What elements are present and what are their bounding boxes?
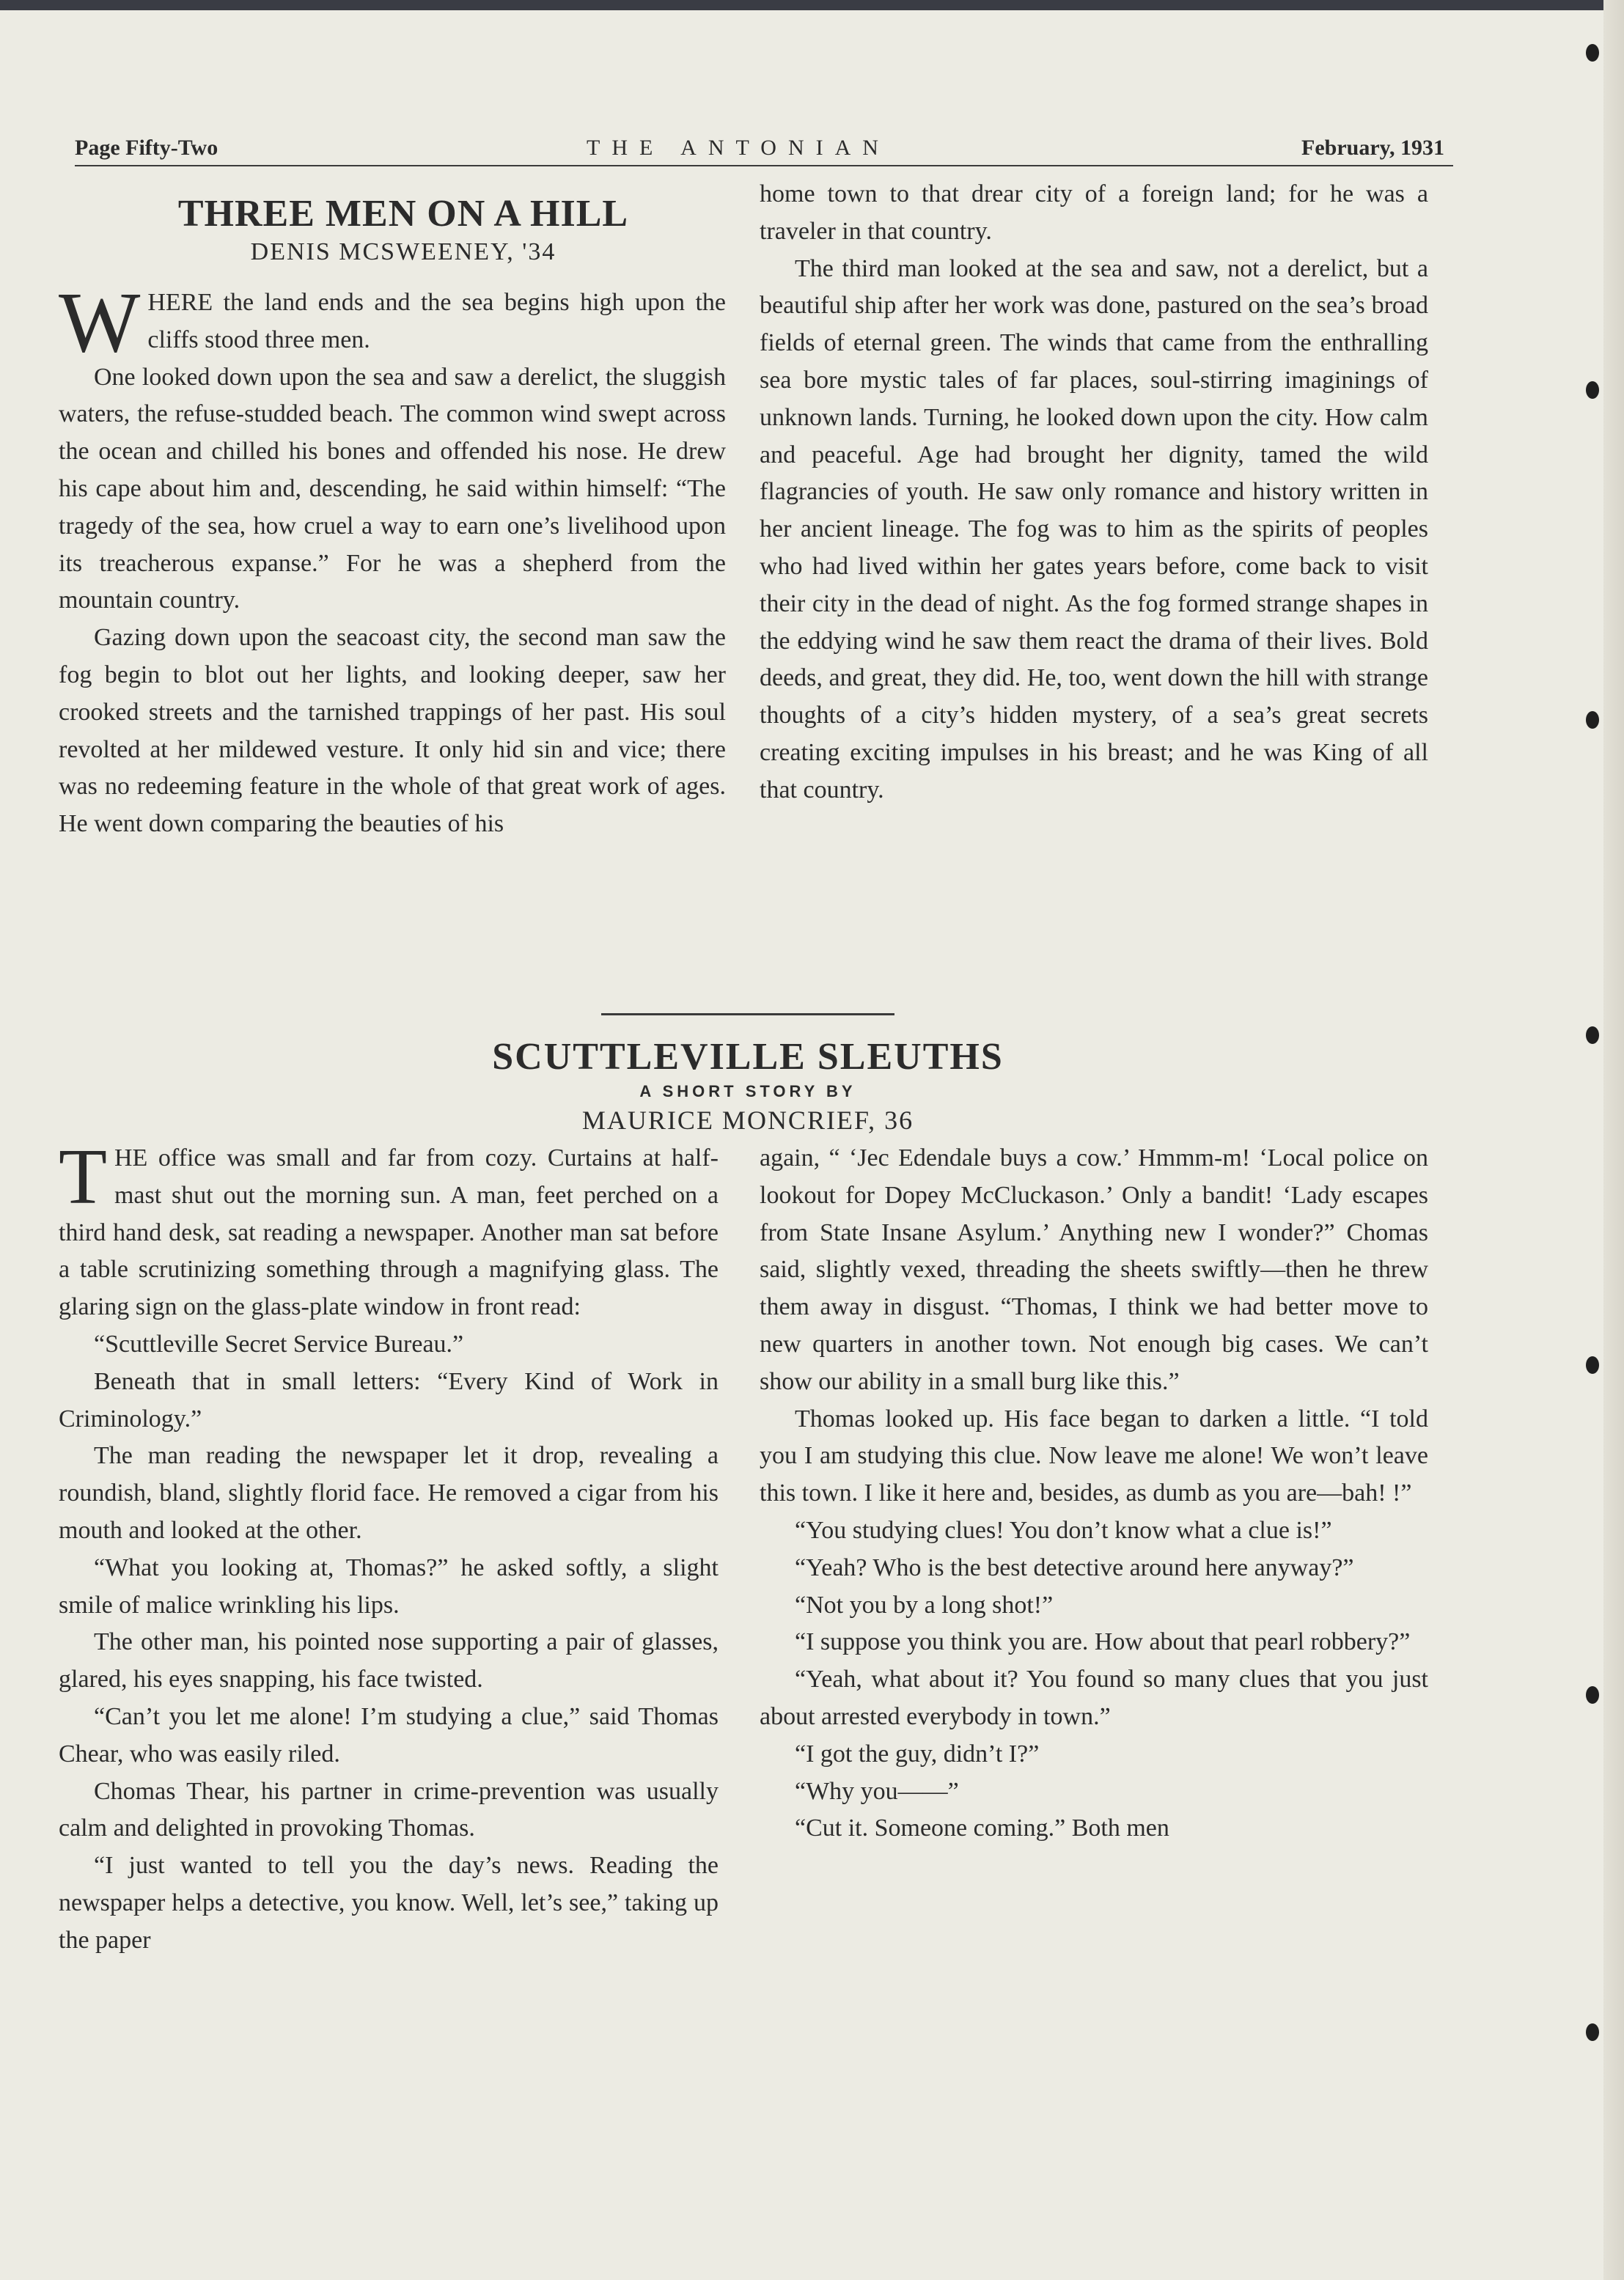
story1-paragraph: home town to that drear city of a foreign land; for he was a traveler in that country. (760, 180, 1428, 245)
binding-hole (1586, 381, 1599, 399)
story2-paragraph: “You studying clues! You don’t know what a clue is!” (795, 1516, 1332, 1544)
story2-paragraph: Chomas Thear, his partner in crime-prevention was usually calm and delighted in provoking Thomas. (59, 1777, 719, 1842)
binding-hole (1586, 1026, 1599, 1044)
binding-hole (1586, 2023, 1599, 2041)
story2-paragraph: Thomas looked up. His face began to darken a little. “I told you I am studying this clue. Now leave me alone! We won’t leave this town. I like it here and, besides, as dumb as you are—bah! !” (760, 1405, 1428, 1507)
binding-hole (1586, 1686, 1599, 1704)
story2-paragraph: “Yeah, what about it? You found so many clues that you just about arrested everybody in town.” (760, 1666, 1428, 1730)
publication-title: THE ANTONIAN (587, 136, 890, 160)
story2-column-left (59, 1133, 719, 1960)
running-header (59, 136, 1444, 172)
drop-cap: T (59, 1133, 107, 1221)
drop-cap: W (59, 274, 141, 370)
header-rule (75, 165, 1453, 166)
story1-title: THREE MEN ON A HILL (177, 193, 629, 235)
story1-paragraph: WHERE the land ends and the sea begins high upon the cliffs stood three men. (59, 274, 726, 370)
story2-subtitle: A SHORT STORY BY (639, 1082, 856, 1100)
story2-paragraph: “I suppose you think you are. How about that pearl robbery?” (795, 1628, 1411, 1656)
binding-hole (1586, 1356, 1599, 1374)
story2-paragraph: Beneath that in small letters: “Every Kind of Work in Criminology.” (59, 1367, 719, 1433)
story2-paragraph: “I got the guy, didn’t I?” (795, 1740, 1040, 1768)
story2-paragraph: “Not you by a long shot!” (795, 1591, 1054, 1619)
story2-byline: MAURICE MONCRIEF, 36 (581, 1106, 914, 1135)
story2-paragraph: again, “ ‘Jec Edendale buys a cow.’ Hmmm-m! ‘Local police on lookout for Dopey McCluckason.’ Only a bandit! ‘Lady escapes from State Insane Asylum.’ Anything new I wonder?” Chomas said, slightly vexed, threading the sheets swiftly—then he threw them away in disgust. “Thomas, I think we had better move to new quarters in another town. Not enough big cases. We can’t show our ability in a small burg like this.” (760, 1144, 1428, 1395)
scan-right-edge (1603, 0, 1624, 2280)
binding-hole (1586, 44, 1599, 62)
story2-paragraph: “Can’t you let me alone! I’m studying a clue,” said Thomas Chear, who was easily riled. (59, 1702, 719, 1768)
story2-title: SCUTTLEVILLE SLEUTHS (492, 1036, 1004, 1078)
story2-paragraph: “Cut it. Someone coming.” Both men (795, 1814, 1169, 1842)
story1-paragraph: The third man looked at the sea and saw, not a derelict, but a beautiful ship after her work was done, pastured on the sea’s broad fields of eternal green. The winds that came from the enthralling sea bore mystic tales of far places, soul-stirring imaginings of unknown lands. Turning, he looked down upon the city. How calm and peaceful. Age had brought her dignity, tamed the wild flagrancies of youth. He saw only romance and history written in her ancient lineage. The fog was to him as the spirits of peoples who had lived within her gates years before, come back to visit their city in the dead of night. As the fog formed strange shapes in the eddying wind he saw them react the drama of their lives. Bold deeds, and great, they did. He, too, went down the hill with strange thoughts of a city’s hidden mystery, of a sea’s great secrets creating exciting impulses in his breast; and he was King of all that country. (760, 254, 1428, 803)
page-number: Page Fifty-Two (75, 136, 218, 160)
section-divider (601, 1013, 894, 1015)
story1-paragraph: One looked down upon the sea and saw a derelict, the sluggish waters, the refuse-studded beach. The common wind swept across the ocean and chilled his bones and offended his nose. He drew his cape about him and, descending, he said within himself: “The tragedy of the sea, how cruel a way to earn one’s livelihood upon its treacherous expanse.” For he was a shepherd from the mountain country. (59, 363, 726, 614)
story2-paragraph: The other man, his pointed nose supporting a pair of glasses, glared, his eyes snapping, his face twisted. (59, 1628, 719, 1694)
binding-hole (1586, 711, 1599, 729)
story2-paragraph: “What you looking at, Thomas?” he asked softly, a slight smile of malice wrinkling his lips. (59, 1553, 719, 1619)
story1-byline: DENIS MCSWEENEY, '34 (250, 238, 556, 265)
story2-paragraph: “Why you——” (795, 1777, 959, 1805)
story2-paragraph: “I just wanted to tell you the day’s news. Reading the newspaper helps a detective, you know. Well, let’s see,” taking up the paper (59, 1852, 719, 1954)
issue-date: February, 1931 (1301, 136, 1444, 160)
story2-paragraph: “Yeah? Who is the best detective around here anyway?” (795, 1553, 1354, 1581)
story1-column-left (59, 274, 726, 843)
story2-column-right (760, 1140, 1428, 1847)
story2-paragraph: THE office was small and far from cozy. Curtains at half-mast shut out the morning sun. A man, feet perched on a third hand desk, sat reading a newspaper. Another man sat before a table scrutinizing something through a magnifying glass. The glaring sign on the glass-plate window in front read: (59, 1133, 719, 1321)
story1-column-right (760, 176, 1428, 809)
story1-paragraph: Gazing down upon the seacoast city, the second man saw the fog begin to blot out her lights, and looking deeper, saw her crooked streets and the tarnished trappings of her past. His soul revolted at her mildewed vesture. It only hid sin and vice; there was no redeeming feature in the whole of that great work of ages. He went down comparing the beauties of his (59, 624, 726, 838)
story2-paragraph: The man reading the newspaper let it drop, revealing a roundish, bland, slightly florid face. He removed a cigar from his mouth and looked at the other. (59, 1442, 719, 1544)
scan-top-border (0, 0, 1624, 10)
story2-paragraph: “Scuttleville Secret Service Bureau.” (94, 1330, 464, 1358)
